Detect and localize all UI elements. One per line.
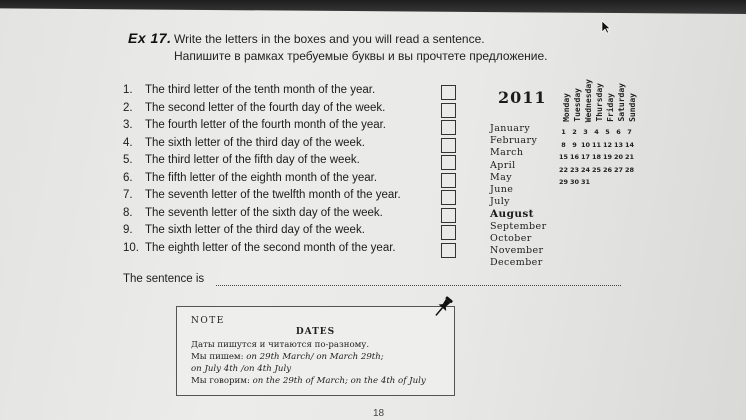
calendar-year: 2011 bbox=[498, 88, 547, 107]
month-name: May bbox=[490, 171, 512, 183]
calendar-day-number: 13 bbox=[613, 140, 624, 149]
calendar-day-number: 1 bbox=[561, 128, 566, 136]
clue-number: 8. bbox=[123, 206, 133, 219]
clue-number: 4. bbox=[123, 136, 133, 149]
weekday-label: Monday bbox=[562, 93, 571, 122]
calendar-day-number: 9 bbox=[572, 140, 577, 149]
note-example: on the 29th of March; on the 4th of July bbox=[252, 376, 426, 386]
calendar-day-number: 31 bbox=[580, 178, 591, 186]
clue-list bbox=[123, 82, 401, 257]
sentence-answer-line[interactable] bbox=[216, 285, 621, 286]
clue-number: 10. bbox=[123, 241, 139, 254]
monitor-bezel bbox=[0, 0, 746, 14]
month-name: August bbox=[490, 208, 534, 221]
note-line: Даты пишутся и читаются по-разному. bbox=[191, 340, 370, 350]
page-number: 18 bbox=[373, 408, 385, 419]
answer-boxes bbox=[441, 85, 456, 260]
calendar-day-number: 25 bbox=[591, 165, 602, 174]
note-example: on July 4th /on 4th July bbox=[191, 364, 292, 374]
clue-text: The third letter of the fifth day of the week. bbox=[145, 154, 360, 166]
sentence-label: The sentence is bbox=[123, 273, 205, 285]
calendar-day-number: 23 bbox=[569, 165, 580, 174]
calendar-day-number: 27 bbox=[613, 165, 624, 174]
calendar-day-number: 7 bbox=[627, 128, 632, 136]
pushpin-icon bbox=[430, 294, 456, 320]
note-example: on 29th March/ on March 29th; bbox=[246, 352, 384, 362]
weekday-label: Sunday bbox=[628, 93, 637, 122]
calendar-day-number: 10 bbox=[580, 140, 591, 149]
month-name: December bbox=[490, 257, 543, 269]
calendar-day-number: 15 bbox=[558, 153, 569, 161]
answer-box[interactable] bbox=[441, 155, 456, 170]
clue-number: 3. bbox=[123, 119, 133, 131]
clue-text: The second letter of the fourth day of the week. bbox=[145, 101, 386, 114]
calendar-day-number: 30 bbox=[569, 178, 580, 186]
answer-box[interactable] bbox=[441, 243, 456, 258]
clue-number: 5. bbox=[123, 154, 133, 166]
answer-box[interactable] bbox=[441, 103, 456, 118]
weekday-label: Friday bbox=[606, 93, 615, 122]
calendar-day-number: 16 bbox=[569, 153, 580, 161]
note-box bbox=[176, 306, 455, 396]
note-line-prefix: Мы говорим: bbox=[191, 376, 253, 386]
month-name: March bbox=[490, 147, 524, 159]
month-name: April bbox=[490, 159, 516, 171]
clue-text: The eighth letter of the second month of the year. bbox=[145, 241, 396, 254]
calendar-day-number: 28 bbox=[624, 165, 635, 174]
clue-item bbox=[123, 187, 401, 205]
clue-item bbox=[123, 152, 401, 170]
instruction-english: Write the letters in the boxes and you will read a sentence. bbox=[174, 32, 485, 46]
instruction-russian: Напишите в рамках требуемые буквы и вы прочтете предложение. bbox=[174, 49, 548, 63]
clue-item bbox=[123, 222, 401, 240]
clue-item bbox=[123, 170, 401, 188]
note-title: NOTE bbox=[191, 316, 225, 326]
clue-item bbox=[123, 117, 401, 135]
clue-text: The seventh letter of the sixth day of the week. bbox=[145, 206, 383, 219]
answer-box[interactable] bbox=[441, 138, 456, 153]
calendar-day-number: 21 bbox=[624, 153, 635, 161]
answer-box[interactable] bbox=[441, 190, 456, 205]
clue-text: The fourth letter of the fourth month of the year. bbox=[145, 119, 387, 131]
note-line bbox=[191, 351, 426, 363]
calendar-day-number: 8 bbox=[561, 140, 566, 149]
answer-box[interactable] bbox=[441, 120, 456, 135]
note-line bbox=[191, 363, 426, 375]
calendar-day-number: 3 bbox=[583, 128, 588, 136]
month-name: June bbox=[490, 183, 514, 195]
calendar-day-number: 18 bbox=[591, 153, 602, 161]
month-name: September bbox=[490, 220, 547, 232]
clue-number: 6. bbox=[123, 171, 133, 184]
calendar-day-number: 12 bbox=[602, 140, 613, 149]
month-name: October bbox=[490, 232, 532, 244]
note-heading: DATES bbox=[295, 327, 336, 337]
note-line-prefix: Мы пишем: bbox=[191, 352, 247, 362]
weekday-label: Thursday bbox=[595, 83, 604, 122]
clue-number: 1. bbox=[123, 84, 133, 96]
calendar-day-number: 6 bbox=[616, 128, 621, 136]
calendar-day-number: 4 bbox=[594, 128, 599, 136]
month-name: July bbox=[490, 196, 510, 208]
answer-box[interactable] bbox=[441, 225, 456, 240]
clue-text: The sixth letter of the third day of the week. bbox=[145, 224, 365, 236]
weekday-label: Tuesday bbox=[573, 88, 582, 122]
answer-box[interactable] bbox=[441, 208, 456, 223]
clue-text: The sixth letter of the third day of the week. bbox=[145, 136, 365, 149]
calendar-day-number: 20 bbox=[613, 153, 624, 161]
mouse-cursor-icon bbox=[601, 20, 611, 34]
calendar-day-number: 11 bbox=[591, 140, 602, 149]
clue-text: The third letter of the tenth month of the year. bbox=[145, 84, 376, 96]
month-name: February bbox=[490, 135, 538, 147]
weekday-headers bbox=[560, 58, 640, 122]
answer-box[interactable] bbox=[441, 173, 456, 188]
clue-item bbox=[123, 240, 401, 258]
note-line bbox=[191, 375, 426, 387]
clue-text: The fifth letter of the eighth month of the year. bbox=[145, 171, 378, 184]
weekday-label: Saturday bbox=[617, 83, 626, 122]
clue-number: 9. bbox=[123, 224, 133, 236]
calendar-day-number: 14 bbox=[624, 140, 635, 149]
weekday-label: Wednesday bbox=[584, 78, 593, 122]
note-body bbox=[191, 339, 426, 387]
calendar-day-number: 29 bbox=[558, 178, 569, 186]
month-list bbox=[490, 123, 547, 269]
clue-item bbox=[123, 135, 401, 153]
clue-text: The seventh letter of the twelfth month of the year. bbox=[145, 189, 401, 201]
calendar-day-number: 17 bbox=[580, 153, 591, 161]
clue-item bbox=[123, 100, 401, 118]
calendar-day-number: 19 bbox=[602, 153, 613, 161]
clue-number: 2. bbox=[123, 101, 133, 114]
clue-item bbox=[123, 82, 401, 100]
clue-number: 7. bbox=[123, 189, 133, 201]
exercise-label: Ex 17. bbox=[128, 30, 172, 46]
clue-item bbox=[123, 205, 401, 223]
calendar-day-number: 26 bbox=[602, 165, 613, 174]
calendar-day-number: 2 bbox=[572, 128, 577, 136]
answer-box[interactable] bbox=[441, 85, 456, 100]
calendar-day-number: 5 bbox=[605, 128, 610, 136]
calendar-day-number: 22 bbox=[558, 165, 569, 174]
month-name: January bbox=[490, 123, 531, 134]
month-name: November bbox=[490, 244, 544, 256]
calendar-day-number: 24 bbox=[580, 165, 591, 174]
